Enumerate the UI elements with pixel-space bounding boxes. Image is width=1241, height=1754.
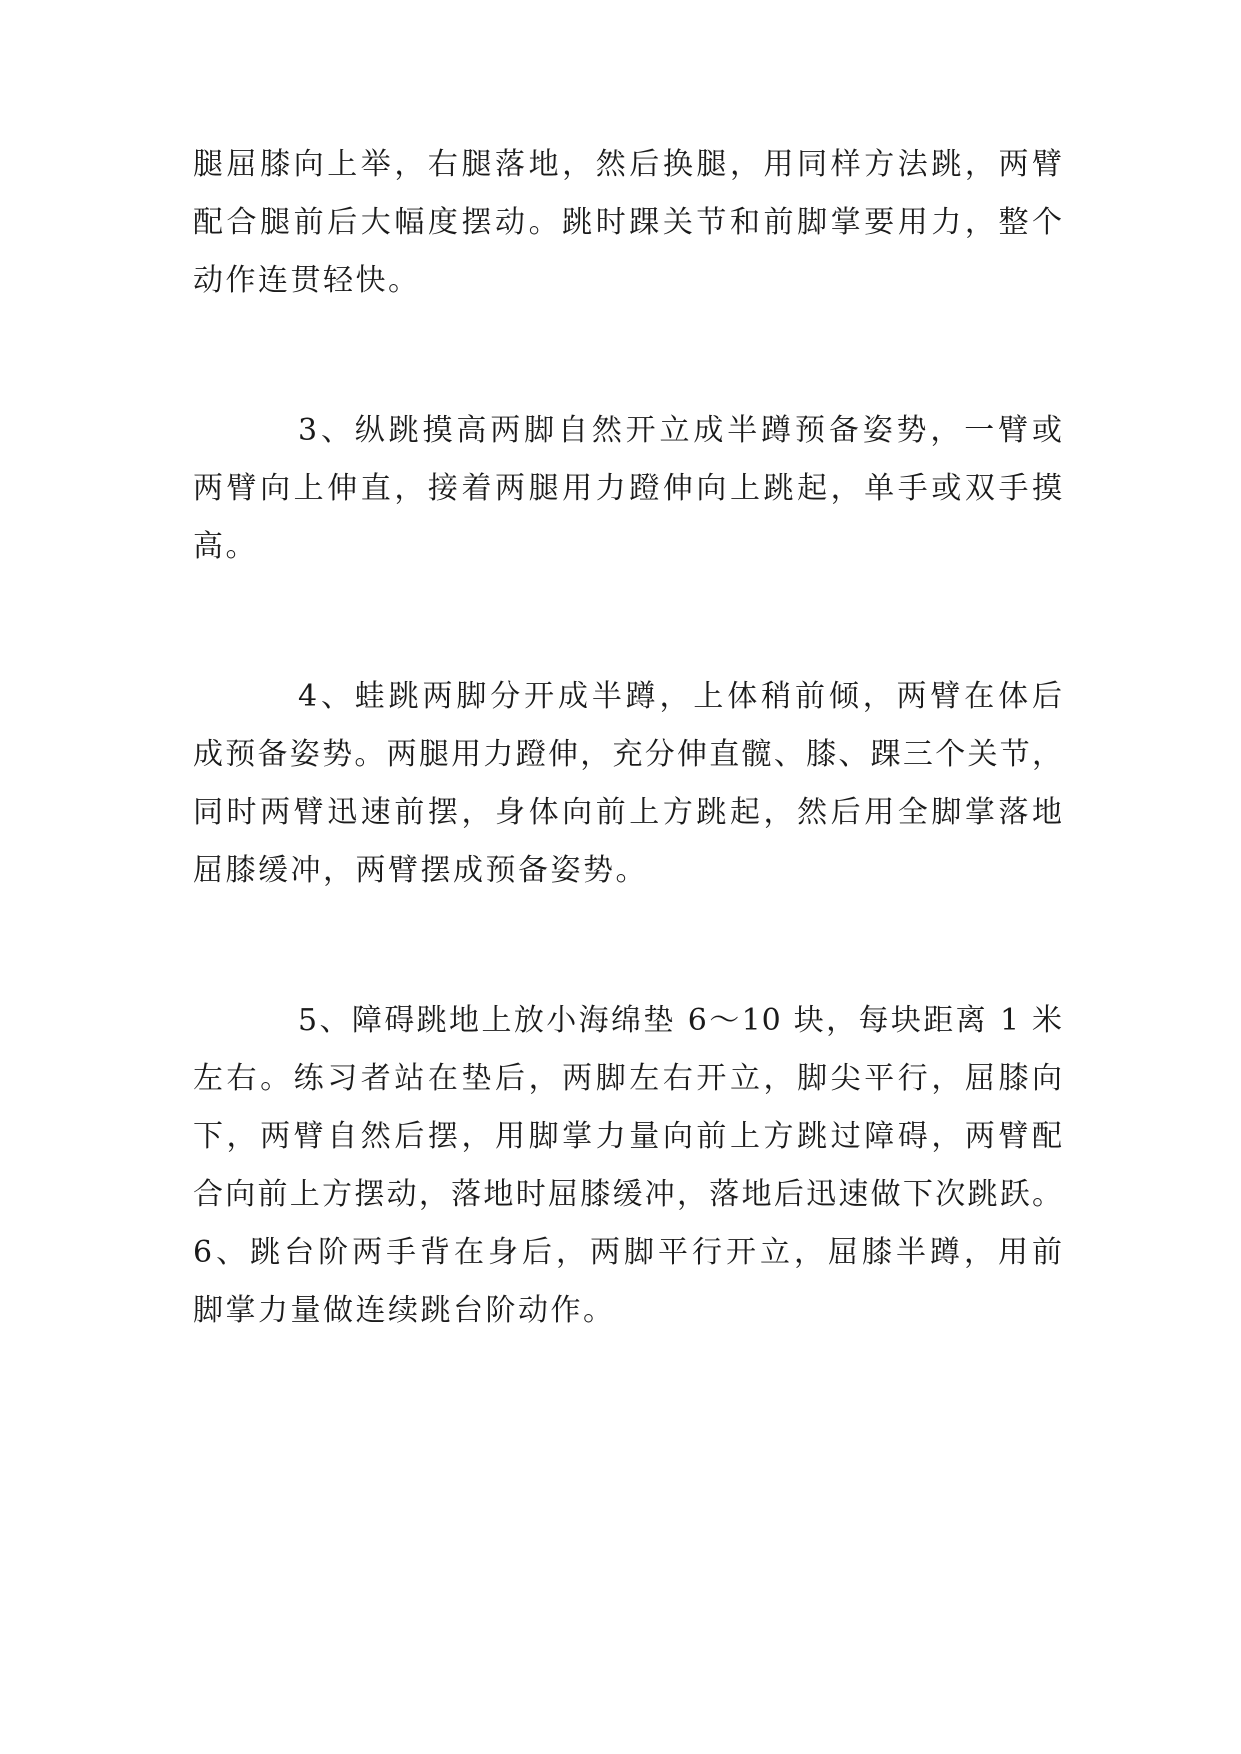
paragraph-line: 两臂向上伸直，接着两腿用力蹬伸向上跳起，单手或双手摸: [193, 471, 1063, 506]
paragraph-line: 腿屈膝向上举，右腿落地，然后换腿，用同样方法跳，两臂: [193, 147, 1063, 182]
paragraph-line: 屈膝缓冲，两臂摆成预备姿势。: [193, 853, 648, 888]
paragraph-line: 脚掌力量做连续跳台阶动作。: [193, 1293, 616, 1328]
paragraph-line: 动作连贯轻快。: [193, 263, 421, 298]
paragraph-line: 合向前上方摆动，落地时屈膝缓冲，落地后迅速做下次跳跃。: [193, 1177, 1063, 1212]
paragraph-line: 6、跳台阶两手背在身后，两脚平行开立，屈膝半蹲，用前: [193, 1235, 1063, 1270]
paragraph-line: 4、蛙跳两脚分开成半蹲，上体稍前倾，两臂在体后: [298, 679, 1063, 714]
paragraph-line: 配合腿前后大幅度摆动。跳时踝关节和前脚掌要用力，整个: [193, 205, 1063, 240]
paragraph-line: 同时两臂迅速前摆，身体向前上方跳起，然后用全脚掌落地: [193, 795, 1063, 830]
paragraph-line: 3、纵跳摸高两脚自然开立成半蹲预备姿势，一臂或: [298, 413, 1063, 448]
paragraph-line: 下，两臂自然后摆，用脚掌力量向前上方跳过障碍，两臂配: [193, 1119, 1063, 1154]
paragraph-line: 高。: [193, 529, 258, 564]
paragraph-line: 成预备姿势。两腿用力蹬伸，充分伸直髋、膝、踝三个关节，: [193, 737, 1063, 772]
paragraph-line: 5、障碍跳地上放小海绵垫 6～10 块，每块距离 1 米: [298, 1003, 1063, 1038]
paragraph-line: 左右。练习者站在垫后，两脚左右开立，脚尖平行，屈膝向: [193, 1061, 1063, 1096]
